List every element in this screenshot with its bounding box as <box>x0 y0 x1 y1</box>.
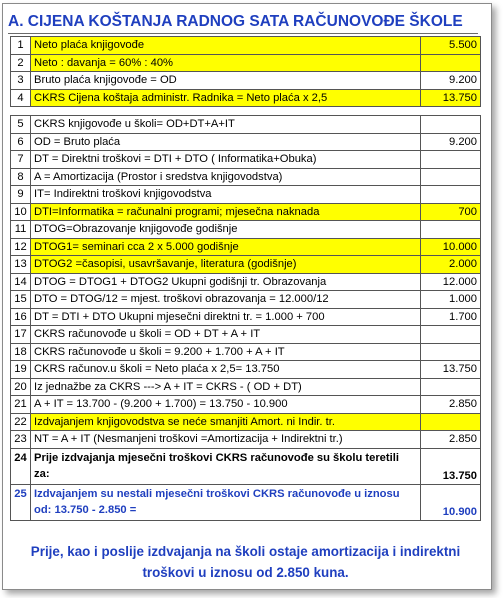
row-value: 2.850 <box>421 431 481 449</box>
row-value <box>421 151 481 169</box>
row-description: DTO = DTOG/12 = mjest. troškovi obrazovanja = 12.000/12 <box>31 291 421 309</box>
table-row <box>11 378 481 396</box>
row-value <box>421 413 481 431</box>
table-row <box>11 361 481 379</box>
table-row <box>11 221 481 239</box>
row-number: 23 <box>11 431 31 449</box>
row-number: 10 <box>11 203 31 221</box>
row-description: CKRS računovođe u školi = OD + DT + A + IT <box>31 326 421 344</box>
row-description: A = Amortizacija (Prostor i sredstva knjigovodstva) <box>31 168 421 186</box>
row-number: 11 <box>11 221 31 239</box>
row-number: 25 <box>11 484 31 520</box>
row-description: Iz jednažbe za CKRS ---> A + IT = CKRS - ( OD + DT) <box>31 378 421 396</box>
row-value <box>421 54 481 72</box>
table-row <box>11 484 481 520</box>
row-description: DT = Direktni troškovi = DTI + DTO ( Informatika+Obuka) <box>31 151 421 169</box>
row-value: 1.700 <box>421 308 481 326</box>
row-number: 3 <box>11 72 31 90</box>
table-row <box>11 326 481 344</box>
row-value <box>421 221 481 239</box>
row-description: OD = Bruto plaća <box>31 133 421 151</box>
row-description: CKRS knjigovođe u školi= OD+DT+A+IT <box>31 116 421 134</box>
row-value: 12.000 <box>421 273 481 291</box>
table-row <box>11 116 481 134</box>
row-description: DTOG = DTOG1 + DTOG2 Ukupni godišnji tr. Obrazovanja <box>31 273 421 291</box>
row-description: DTOG=Obrazovanje knjigovođe godišnje <box>31 221 421 239</box>
row-description: CKRS Cijena koštaja administr. Radnika = Neto plaća x 2,5 <box>31 89 421 107</box>
row-value <box>421 186 481 204</box>
row-description: DTI=Informatika = računalni programi; mjesečna naknada <box>31 203 421 221</box>
row-value: 1.000 <box>421 291 481 309</box>
table-row <box>11 273 481 291</box>
table-row <box>11 72 481 90</box>
row-description: CKRS računov.u školi = Neto plaća x 2,5= 13.750 <box>31 361 421 379</box>
row-number: 17 <box>11 326 31 344</box>
table-row <box>11 186 481 204</box>
row-number: 18 <box>11 343 31 361</box>
cost-table <box>10 36 481 521</box>
row-description: IT= Indirektni troškovi knjigovodstva <box>31 186 421 204</box>
row-value: 13.750 <box>421 89 481 107</box>
table-row <box>11 308 481 326</box>
page-title: A. CIJENA KOŠTANJA RADNOG SATA RAČUNOVOĐE ŠKOLE <box>8 11 478 34</box>
row-number: 4 <box>11 89 31 107</box>
row-value: 2.000 <box>421 256 481 274</box>
row-number: 13 <box>11 256 31 274</box>
row-description: CKRS računovođe u školi = 9.200 + 1.700 + A + IT <box>31 343 421 361</box>
row-number: 5 <box>11 116 31 134</box>
row-value: 5.500 <box>421 37 481 55</box>
row-description: Izdvajanjem su nestali mjesečni troškovi CKRS računovođe u iznosu od: 13.750 - 2.850 = <box>31 484 421 520</box>
row-value: 700 <box>421 203 481 221</box>
table-row <box>11 291 481 309</box>
row-number: 7 <box>11 151 31 169</box>
table-row <box>11 54 481 72</box>
row-description: DTOG2 =časopisi, usavršavanje, literatura (godišnje) <box>31 256 421 274</box>
row-number: 12 <box>11 238 31 256</box>
table-row <box>11 431 481 449</box>
row-number: 21 <box>11 396 31 414</box>
table-row <box>11 448 481 484</box>
row-number: 19 <box>11 361 31 379</box>
row-number: 20 <box>11 378 31 396</box>
row-description: DTOG1= seminari cca 2 x 5.000 godišnje <box>31 238 421 256</box>
table-row <box>11 413 481 431</box>
table-row <box>11 168 481 186</box>
row-description: NT = A + IT (Nesmanjeni troškovi =Amortizacija + Indirektni tr.) <box>31 431 421 449</box>
row-number: 1 <box>11 37 31 55</box>
row-value: 9.200 <box>421 133 481 151</box>
table-row <box>11 37 481 55</box>
row-value <box>421 343 481 361</box>
table-row <box>11 133 481 151</box>
row-description: A + IT = 13.700 - (9.200 + 1.700) = 13.750 - 10.900 <box>31 396 421 414</box>
row-number: 15 <box>11 291 31 309</box>
table-spacer <box>11 107 481 116</box>
row-number: 14 <box>11 273 31 291</box>
table-row <box>11 238 481 256</box>
row-value: 10.000 <box>421 238 481 256</box>
row-number: 22 <box>11 413 31 431</box>
row-description: Neto plaća knjigovođe <box>31 37 421 55</box>
row-value <box>421 116 481 134</box>
row-value <box>421 378 481 396</box>
row-number: 9 <box>11 186 31 204</box>
row-value: 10.900 <box>421 484 481 520</box>
conclusion-note: Prije, kao i poslije izdvajanja na školi ostaje amortizacija i indirektni troškovi u iznosu od 2.850 kuna. <box>30 544 461 580</box>
row-number: 16 <box>11 308 31 326</box>
row-value <box>421 326 481 344</box>
row-number: 6 <box>11 133 31 151</box>
row-description: Izdvajanjem knjigovodstva se neće smanjiti Amort. ni Indir. tr. <box>31 413 421 431</box>
table-row <box>11 151 481 169</box>
row-value: 9.200 <box>421 72 481 90</box>
row-description: Neto : davanja = 60% : 40% <box>31 54 421 72</box>
row-number: 2 <box>11 54 31 72</box>
table-row <box>11 89 481 107</box>
table-row <box>11 343 481 361</box>
table-row <box>11 396 481 414</box>
row-description: Prije izdvajanja mjesečni troškovi CKRS računovođe su školu teretili za: <box>31 448 421 484</box>
row-value: 2.850 <box>421 396 481 414</box>
row-value <box>421 168 481 186</box>
row-number: 24 <box>11 448 31 484</box>
table-row <box>11 256 481 274</box>
row-number: 8 <box>11 168 31 186</box>
row-value: 13.750 <box>421 448 481 484</box>
table-row <box>11 203 481 221</box>
row-value: 13.750 <box>421 361 481 379</box>
row-description: DT = DTI + DTO Ukupni mjesečni direktni tr. = 1.000 + 700 <box>31 308 421 326</box>
row-description: Bruto plaća knjigovođe = OD <box>31 72 421 90</box>
